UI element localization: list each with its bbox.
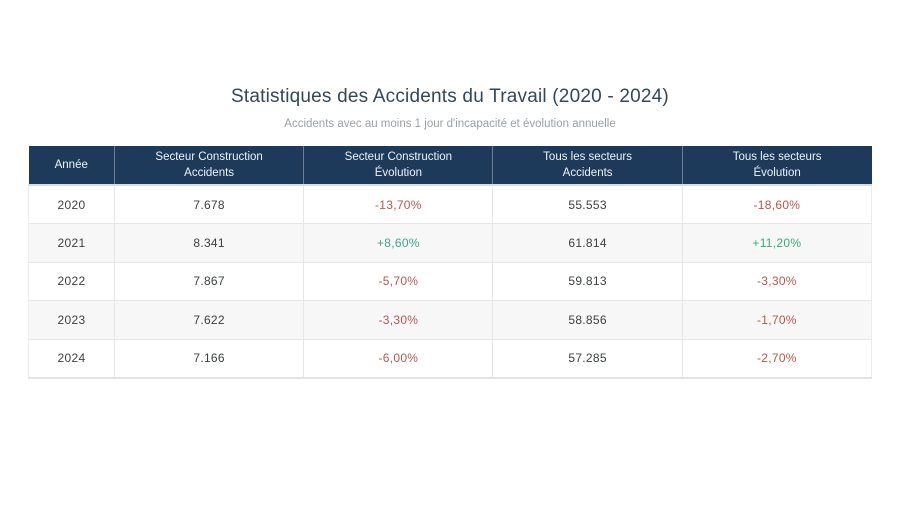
all-sectors-accidents-cell: 55.553 xyxy=(493,185,682,224)
all-sectors-accidents-cell: 58.856 xyxy=(493,301,682,340)
table-row-2020 xyxy=(29,185,872,224)
page-subtitle: Accidents avec au moins 1 jour d'incapacité et évolution annuelle xyxy=(284,118,616,130)
accidents-table-container xyxy=(28,146,872,379)
all-sectors-evolution-cell: -18,60% xyxy=(682,185,871,224)
construction-accidents-cell: 7.166 xyxy=(114,339,303,378)
accidents-table xyxy=(28,146,872,379)
all-sectors-accidents-cell: 61.814 xyxy=(493,224,682,263)
all-sectors-evolution-cell: -1,70% xyxy=(682,301,871,340)
construction-accidents-cell: 7.622 xyxy=(114,301,303,340)
header-tous-secteurs-evolution xyxy=(682,146,871,185)
header-label: Tous les secteurs xyxy=(732,150,822,163)
year-cell: 2024 xyxy=(29,339,115,378)
page-title: Statistiques des Accidents du Travail (2020 - 2024) xyxy=(231,86,669,107)
construction-evolution-cell: -3,30% xyxy=(304,301,493,340)
all-sectors-evolution-cell: -2,70% xyxy=(682,339,871,378)
header-tous-secteurs-accidents xyxy=(493,146,682,185)
header-construction-evolution xyxy=(304,146,493,185)
all-sectors-accidents-cell: 57.285 xyxy=(493,339,682,378)
table-row-2021 xyxy=(29,224,872,263)
header-sublabel: Accidents xyxy=(562,167,613,179)
construction-accidents-cell: 7.867 xyxy=(114,262,303,301)
year-cell: 2023 xyxy=(29,301,115,340)
table-row-2024 xyxy=(29,339,872,378)
header-sublabel: Évolution xyxy=(753,167,801,179)
all-sectors-accidents-cell: 59.813 xyxy=(493,262,682,301)
header-sublabel: Évolution xyxy=(374,167,423,179)
table-row-2023 xyxy=(29,301,872,340)
all-sectors-evolution-cell: +11,20% xyxy=(682,224,871,263)
header-construction-accidents xyxy=(114,146,303,185)
table-header xyxy=(29,146,872,185)
table-body xyxy=(29,185,872,378)
table-row-2022 xyxy=(29,262,872,301)
header-label: Tous les secteurs xyxy=(543,150,633,163)
all-sectors-evolution-cell: -3,30% xyxy=(682,262,871,301)
header-label: Secteur Construction xyxy=(344,150,453,163)
construction-accidents-cell: 8.341 xyxy=(114,224,303,263)
year-cell: 2022 xyxy=(29,262,115,301)
construction-evolution-cell: -6,00% xyxy=(304,339,493,378)
construction-accidents-cell: 7.678 xyxy=(114,185,303,224)
header-annee-label: Année xyxy=(54,158,88,171)
year-cell: 2021 xyxy=(29,224,115,263)
construction-evolution-cell: -5,70% xyxy=(304,262,493,301)
header-row xyxy=(29,146,872,185)
header-sublabel: Accidents xyxy=(184,167,235,179)
header-label: Secteur Construction xyxy=(155,150,263,163)
construction-evolution-cell: +8,60% xyxy=(304,224,493,263)
year-cell: 2020 xyxy=(29,185,115,224)
header-annee xyxy=(29,146,115,185)
construction-evolution-cell: -13,70% xyxy=(304,185,493,224)
